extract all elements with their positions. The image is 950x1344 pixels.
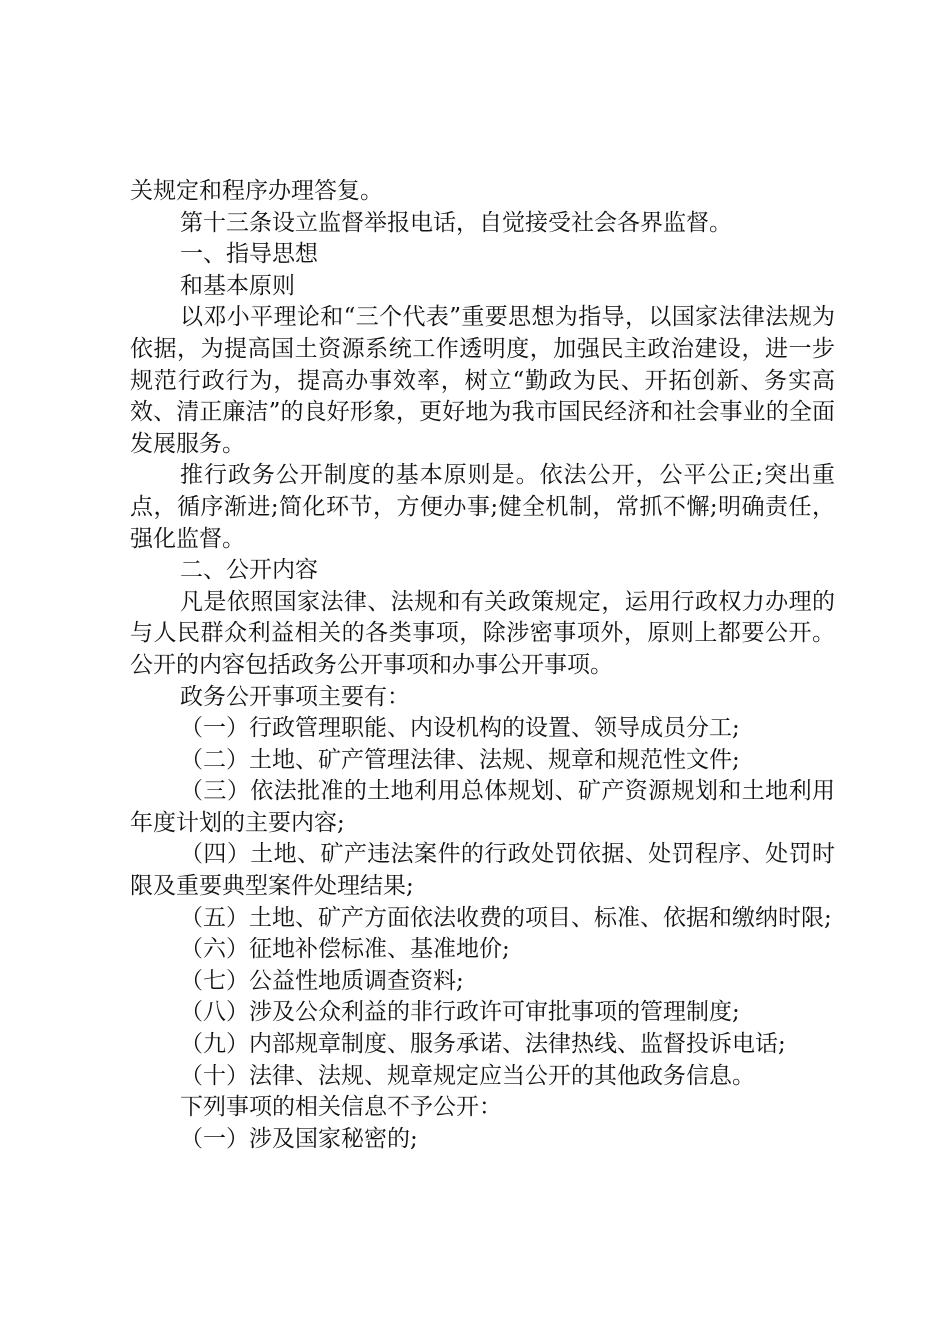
paragraph-basic-principles: 推行政务公开制度的基本原则是。依法公开，公平公正;突出重点，循序渐进;简化环节，方便办事;健全机制，常抓不懈;明确责任，强化监督。: [130, 462, 835, 552]
list-item-10: （十）法律、法规、规章规定应当公开的其他政务信息。: [180, 1062, 755, 1089]
exclusion-item-1: （一）涉及国家秘密的;: [180, 1125, 418, 1152]
list-item-9: （九）内部规章制度、服务承诺、法律热线、监督投诉电话;: [180, 1031, 786, 1058]
paragraph-exclusions-intro: 下列事项的相关信息不予公开：: [180, 1094, 502, 1121]
list-item-3: （三）依法批准的土地利用总体规划、矿产资源规划和土地利用年度计划的主要内容;: [130, 778, 835, 836]
list-item-7: （七）公益性地质调查资料;: [180, 967, 464, 994]
list-item-4: （四）土地、矿产违法案件的行政处罚依据、处罚程序、处罚时限及重要典型案件处理结果;: [130, 841, 835, 900]
document-body: [130, 176, 835, 1155]
paragraph-public-content: 凡是依照国家法律、法规和有关政策规定，运用行政权力办理的与人民群众利益相关的各类事项，除涉密事项外，原则上都要公开。公开的内容包括政务公开事项和办事公开事项。: [130, 588, 835, 678]
paragraph-guiding-thought: 以邓小平理论和“三个代表”重要思想为指导，以国家法律法规为依据，为提高国土资源系统工作透明度，加强民主政治建设，进一步规范行政行为，提高办事效率，树立“勤政为民、开拓创新、务实高效、清正廉洁”的良好形象，更好地为我市国民经济和社会事业的全面发展服务。: [130, 304, 835, 457]
paragraph-continuation: 关规定和程序办理答复。: [130, 178, 383, 204]
section-heading-basic-principles: 和基本原则: [180, 272, 295, 299]
list-item-2: （二）土地、矿产管理法律、法规、规章和规范性文件;: [180, 746, 740, 773]
paragraph-article-13: 第十三条设立监督举报电话，自觉接受社会各界监督。: [180, 209, 732, 236]
section-heading-public-content: 二、公开内容: [180, 557, 318, 584]
paragraph-list-intro: 政务公开事项主要有：: [180, 683, 410, 710]
list-item-6: （六）征地补偿标准、基准地价;: [180, 936, 510, 963]
list-item-5: （五）土地、矿产方面依法收费的项目、标准、依据和缴纳时限;: [180, 904, 832, 931]
list-item-1: （一）行政管理职能、内设机构的设置、领导成员分工;: [180, 715, 740, 742]
list-item-8: （八）涉及公众利益的非行政许可审批事项的管理制度;: [180, 999, 740, 1026]
section-heading-guiding-thought: 一、指导思想: [180, 241, 318, 268]
